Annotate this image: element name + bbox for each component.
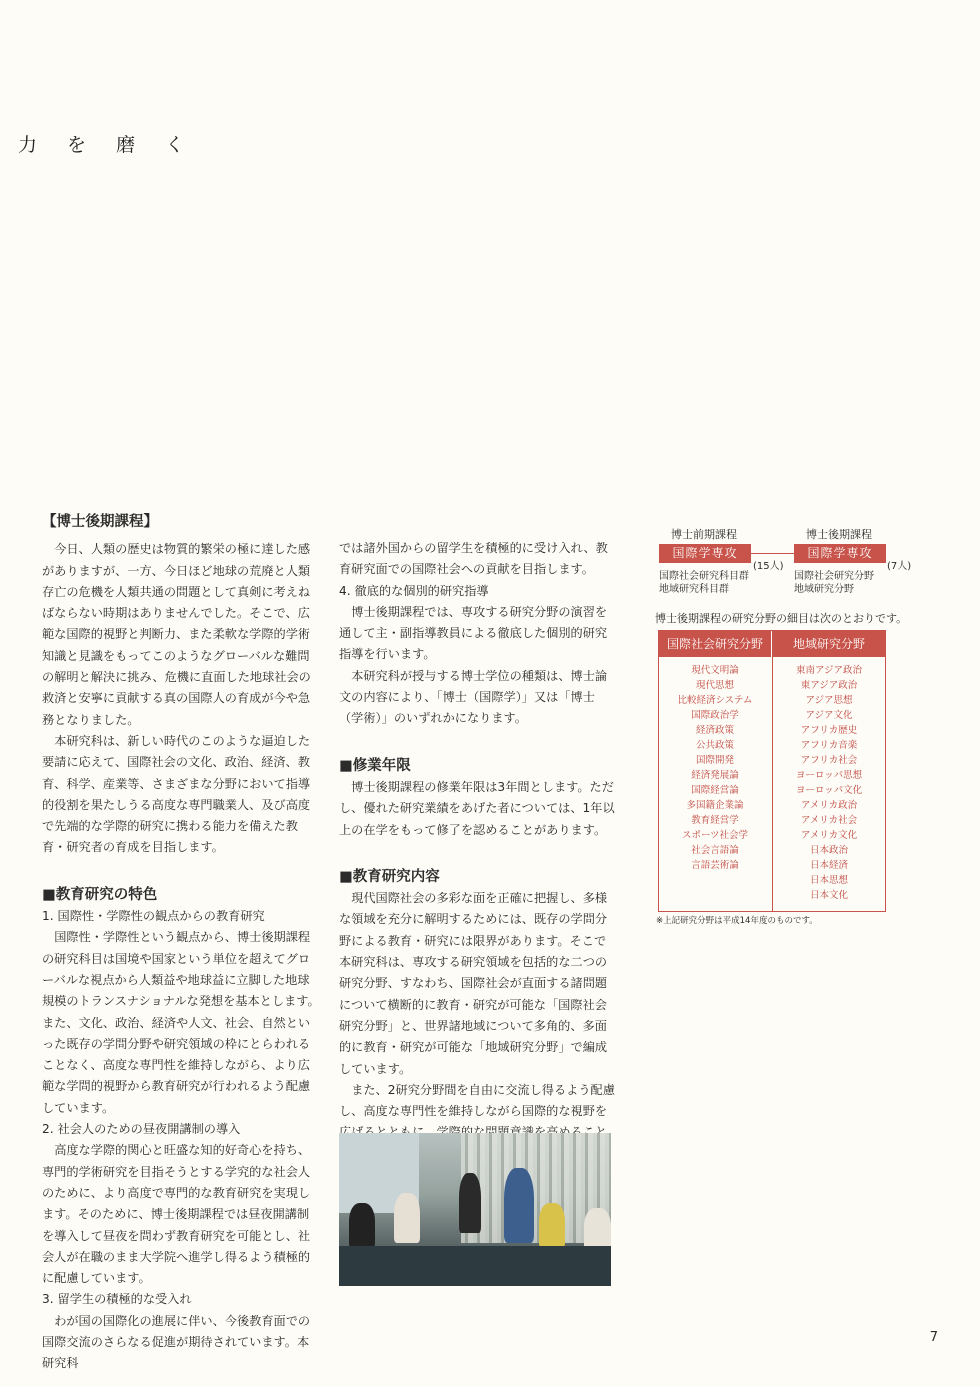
paragraph: では諸外国からの留学生を積極的に受け入れ、教育研究面での国際社会への貢献を目指します。 — [339, 541, 608, 577]
field-item: 国際経営論 — [691, 785, 739, 796]
paragraph: わが国の国際化の進展に伴い、今後教育面での国際交流のさらなる促進が期待されています。本研究科 — [42, 1313, 311, 1371]
paragraph: 博士後期課程の修業年限は3年間とします。ただし、優れた研究業績をあげた者については、1年以上の在学をもって修了を認めることがあります。 — [339, 779, 615, 837]
field-item: アフリカ社会 — [800, 755, 858, 766]
master-sub1: 国際社会研究科目群 — [659, 571, 749, 582]
section-title-doctoral: 【博士後期課程】 — [42, 514, 158, 530]
field-item: 日本思想 — [809, 875, 848, 886]
field-item: アフリカ音楽 — [800, 740, 858, 751]
field-item: 日本文化 — [809, 890, 848, 901]
fields-intro: 博士後期課程の研究分野の細目は次のとおりです。 — [655, 612, 908, 625]
field-item: 教育経営学 — [691, 815, 739, 826]
field-item: 比較経済システム — [677, 695, 753, 706]
field-item: 経済発展論 — [691, 770, 739, 781]
fields-table — [658, 630, 886, 912]
item-title: 4. 徹底的な個別的研究指導 — [339, 583, 489, 598]
field-item: 現代思想 — [695, 680, 734, 691]
master-course-label: 博士前期課程 — [671, 528, 737, 541]
field-item: 国際開発 — [695, 755, 734, 766]
field-item: 言語芸術論 — [691, 860, 739, 871]
paragraph: 現代国際社会の多彩な面を正確に把握し、多様な領域を充分に解明するためには、既存の学問分野による教育・研究には限界があります。そこで本研究科は、専攻する研究領域を包括的な二つの研究分野、すなわち、国際社会が直面する諸問題について横断的に教育・研究が可能な「国際社会研究分野」と、世界諸地域について多角的、多面的に教育・研究が可能な「地域研究分野」で編成しています。 — [339, 891, 608, 1076]
field-item: ヨーロッパ文化 — [795, 785, 863, 796]
paragraph: 高度な学際的関心と旺盛な知的好奇心を持ち、専門的学術研究を目指そうとする学究的な社会人のために、より高度で専門的な教育研究を実現します。そのために、博士後期課程では昼夜開講制を導入して昼夜を問わず教育研究を可能とし、社会人が在職のまま大学院へ進学し得るよう積極的に配慮しています。 — [42, 1143, 311, 1286]
field-item: 日本経済 — [809, 860, 848, 871]
master-major-box: 国際学専攻 — [659, 544, 751, 563]
field-item: 東南アジア政治 — [795, 665, 863, 676]
doctor-count: (7人) — [887, 561, 912, 572]
field-item: ヨーロッパ思想 — [795, 770, 863, 781]
paragraph: 本研究科は、新しい時代のこのような逼迫した要請に応えて、国際社会の文化、政治、経済、教育、科学、産業等、さまざまな分野において指導的役割を果たしうる高度な専門職業人、及び高度で先端的な学際的研究に携わる能力を備えた教育・研究者の育成を目指します。 — [42, 733, 311, 855]
classroom-photo — [339, 1133, 611, 1286]
field-item: アメリカ政治 — [800, 800, 858, 811]
page-number: 7 — [929, 1330, 938, 1345]
column-left — [42, 510, 320, 1375]
page-heading: 力 を 磨 く — [18, 134, 197, 156]
paragraph: 国際性・学際性という観点から、博士後期課程の研究科目は国境や国家という単位を超えてグローバルな視点から人類益や地球益に立脚した地球規模のトランスナショナルな発想を基本とします。また、文化、政治、経済や人文、社会、自然といった既存の学問分野や研究領域の枠にとらわれることなく、高度な専門性を維持しながら、より広範な学問的視野から教育研究が行われるよう配慮しています。 — [42, 930, 320, 1115]
field-item: 公共政策 — [695, 740, 734, 751]
section-title-years: ■修業年限 — [339, 757, 411, 774]
doctor-major-box: 国際学専攻 — [794, 544, 886, 563]
field-item: アメリカ社会 — [800, 815, 858, 826]
connector-line — [751, 553, 794, 554]
field-item: 社会言語論 — [691, 845, 739, 856]
right-field-head: 地域研究分野 — [773, 631, 885, 657]
paragraph: 博士後期課程では、専攻する研究分野の演習を通して主・副指導教員による徹底した個別的研究指導を行います。 — [339, 604, 608, 662]
section-title-content: ■教育研究内容 — [339, 868, 440, 885]
section-title-features: ■教育研究の特色 — [42, 886, 158, 903]
left-field-list — [659, 663, 771, 873]
field-item: スポーツ社会学 — [681, 830, 749, 841]
field-item: アフリカ歴史 — [800, 725, 858, 736]
field-item: アメリカ文化 — [800, 830, 858, 841]
master-count: (15人) — [753, 561, 784, 572]
paragraph: また、2研究分野間を自由に交流し得るよう配慮し、高度な専門性を維持しながら国際的な視野を — [339, 1082, 615, 1119]
doctor-course-label: 博士後期課程 — [806, 528, 872, 541]
master-sub2: 地域研究科目群 — [659, 584, 729, 595]
left-field-head: 国際社会研究分野 — [659, 631, 771, 657]
field-item: 現代文明論 — [691, 665, 739, 676]
item-title: 3. 留学生の積極的な受入れ — [42, 1292, 192, 1307]
doctor-sub2: 地域研究分野 — [794, 584, 854, 595]
field-item: 日本政治 — [809, 845, 848, 856]
field-item: 国際政治学 — [691, 710, 739, 721]
field-item: アジア文化 — [805, 710, 853, 721]
paragraph: 本研究科が授与する博士学位の種類は、博士論文の内容により、「博士（国際学）」又は「博士（学術）」のいずれかになります。 — [339, 668, 608, 726]
column-middle — [339, 538, 615, 1165]
right-field-list — [773, 663, 885, 903]
field-item: 経済政策 — [695, 725, 734, 736]
field-item: 東アジア政治 — [800, 680, 858, 691]
doctor-sub1: 国際社会研究分野 — [794, 571, 874, 582]
paragraph: 今日、人類の歴史は物質的繁栄の極に達した感がありますが、一方、今日ほど地球の荒廃と人類存亡の危機を人類共通の問題として真剣に考えねばならない時期はありませんでした。そこで、広範な国際的視野と判断力、また柔軟な学際的学術知識と見識をもってこのようなグローバルな難問の解明と解決に挑み、危機に直面した地球社会の救済と安寧に貢献する真の国際人の育成が今や急務となりました。 — [42, 542, 311, 727]
footnote: ※上記研究分野は平成14年度のものです。 — [656, 916, 818, 926]
item-title: 1. 国際性・学際性の観点からの教育研究 — [42, 909, 265, 924]
field-item: 多国籍企業論 — [686, 800, 744, 811]
field-item: アジア思想 — [805, 695, 853, 706]
item-title: 2. 社会人のための昼夜開講制の導入 — [42, 1122, 241, 1137]
